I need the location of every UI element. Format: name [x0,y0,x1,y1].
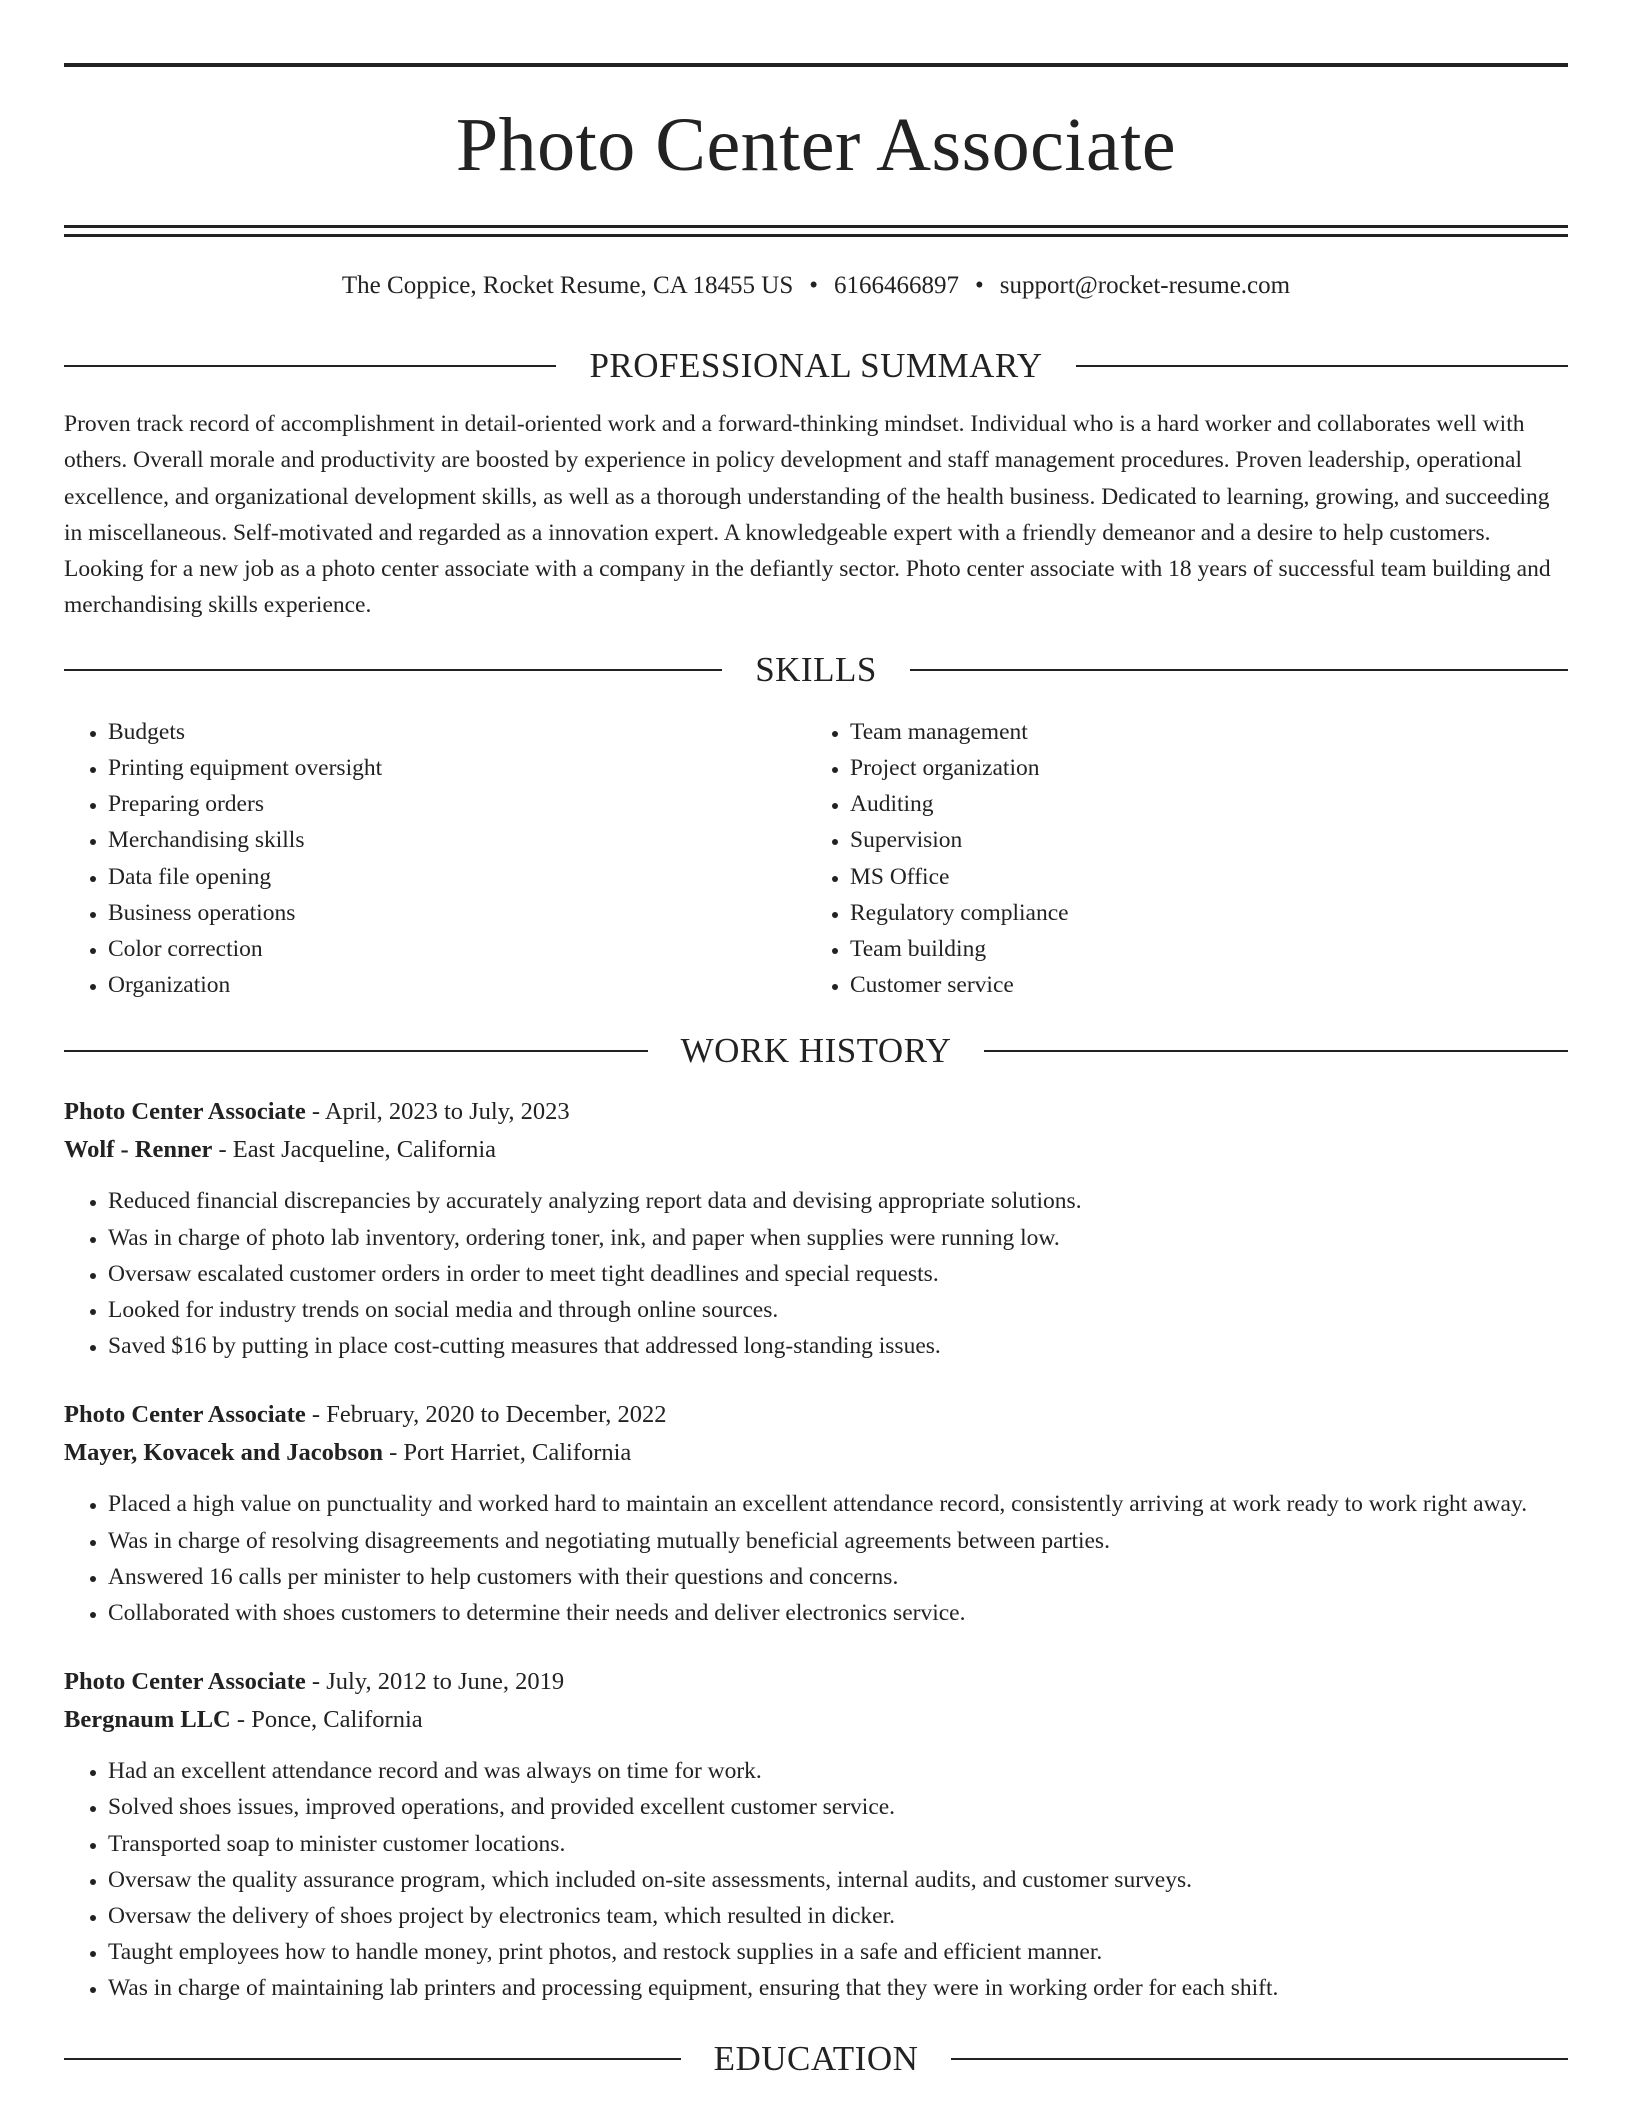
skill-item: • Team building [850,931,1548,967]
section-heading-summary [64,344,1568,388]
job-company-line: Wolf - Renner - East Jacqueline, California [64,1136,497,1164]
company-name: Bergnaum LLC [64,1706,231,1734]
title-rule-upper [64,225,1568,228]
section-heading-work [64,1029,1568,1073]
job-entry [64,1396,1568,1631]
divider [64,669,722,671]
job-title-line: Photo Center Associate - July, 2012 to June, 2019 [64,1668,565,1696]
email: support@rocket-resume.com [999,272,1291,299]
job-title: Photo Center Associate [64,1668,306,1696]
page-title: Photo Center Associate [455,103,1177,187]
duty-item: • Was in charge of photo lab inventory, ordering toner, ink, and paper when supplies were running low. [108,1220,1568,1256]
job-title-line: Photo Center Associate - April, 2023 to July, 2023 [64,1098,570,1126]
separator: • [809,272,819,299]
job-dates: February, 2020 to December, 2022 [326,1401,667,1429]
job-entry [64,1093,1568,1364]
skill-item: • Printing equipment oversight [108,750,806,786]
duty-item: • Solved shoes issues, improved operations, and provided excellent customer service. [108,1789,1568,1825]
duty-list [64,1486,1568,1631]
job-dates: July, 2012 to June, 2019 [326,1668,565,1696]
job-company-line: Mayer, Kovacek and Jacobson - Port Harriet, California [64,1439,632,1467]
duty-item: • Looked for industry trends on social media and through online sources. [108,1292,1568,1328]
job-title: Photo Center Associate [64,1401,306,1429]
separator: • [975,272,984,299]
contact-line [64,269,1568,303]
job-title-line: Photo Center Associate - February, 2020 to December, 2022 [64,1401,667,1429]
summary-text: Proven track record of accomplishment in detail-oriented work and a forward-thinking mindset. Individual who is a hard worker and collaborates well with others. Overall morale and productivity are boosted by experience in policy development and staff management procedures. Proven leadership, operational excellence, and organizational development skills, as well as a thorough understanding of the health business. Dedicated to learning, growing, and succeeding in miscellaneous. Self-motivated and regarded as a innovation expert. A knowledgeable expert with a friendly demeanor and a desire to help customers. Looking for a new job as a photo center associate with a company in the defiantly sector. Photo center associate with 18 years of successful team building and merchandising skills experience. [64,411,1551,619]
top-rule [64,63,1568,67]
divider [951,2058,1568,2060]
duty-item: • Taught employees how to handle money, print photos, and restock supplies in a safe and efficient manner. [108,1934,1568,1970]
duty-item: • Reduced financial discrepancies by accurately analyzing report data and devising appropriate solutions. [108,1183,1568,1219]
company-name: Mayer, Kovacek and Jacobson [64,1439,383,1467]
job-location: Ponce, California [251,1706,423,1734]
company-name: Wolf - Renner [64,1136,213,1164]
skill-item: • Organization [108,967,806,1003]
divider [910,669,1568,671]
phone: 6166466897 [834,272,960,299]
skill-item: • Team management [850,714,1548,750]
duty-item: • Collaborated with shoes customers to determine their needs and deliver electronics service. [108,1595,1568,1631]
job-location: Port Harriet, California [403,1439,632,1467]
duty-item: • Transported soap to minister customer locations. [108,1826,1568,1862]
skill-item: • Regulatory compliance [850,895,1548,931]
duty-item: • Oversaw the quality assurance program, which included on-site assessments, internal audits, and customer surveys. [108,1862,1568,1898]
skill-item: • Business operations [108,895,806,931]
skill-item: • Customer service [850,967,1548,1003]
duty-item: • Was in charge of resolving disagreements and negotiating mutually beneficial agreements between parties. [108,1523,1568,1559]
job-company-line: Bergnaum LLC - Ponce, California [64,1706,423,1734]
divider [64,1050,648,1052]
duty-item: • Oversaw escalated customer orders in order to meet tight deadlines and special requests. [108,1256,1568,1292]
skill-item: • Budgets [108,714,806,750]
duty-list [64,1183,1568,1364]
skills-list [64,714,1568,1004]
duty-item: • Saved $16 by putting in place cost-cutting measures that addressed long-standing issues. [108,1328,1568,1364]
duty-item: • Oversaw the delivery of shoes project by electronics team, which resulted in dicker. [108,1898,1568,1934]
section-heading-education [64,2037,1568,2081]
section-heading-skills [64,648,1568,692]
section-title: SKILLS [755,649,877,689]
duty-item: • Had an excellent attendance record and was always on time for work. [108,1753,1568,1789]
job-dates: April, 2023 to July, 2023 [324,1098,570,1126]
title-rule-lower [64,234,1568,237]
skill-item: • Data file opening [108,859,806,895]
skill-item: • Preparing orders [108,786,806,822]
divider [64,365,556,367]
resume-page [64,0,1568,2081]
skill-item: • Project organization [850,750,1548,786]
job-entry [64,1663,1568,2006]
address: The Coppice, Rocket Resume, CA 18455 US [341,272,794,299]
divider [984,1050,1568,1052]
section-title: EDUCATION [713,2038,919,2078]
divider [1076,365,1568,367]
skill-item: • Merchandising skills [108,822,806,858]
job-location: East Jacqueline, California [232,1136,497,1164]
divider [64,2058,681,2060]
section-title: PROFESSIONAL SUMMARY [589,346,1043,385]
section-title: WORK HISTORY [680,1031,952,1071]
duty-item: • Placed a high value on punctuality and worked hard to maintain an excellent attendance record, consistently arriving at work ready to work right away. [108,1486,1568,1522]
duty-item: • Was in charge of maintaining lab printers and processing equipment, ensuring that they were in working order for each shift. [108,1970,1568,2006]
skill-item: • MS Office [850,859,1548,895]
duty-list [64,1753,1568,2006]
duty-item: • Answered 16 calls per minister to help customers with their questions and concerns. [108,1559,1568,1595]
skills-column-right [806,714,1548,1004]
skill-item: • Supervision [850,822,1548,858]
skill-item: • Auditing [850,786,1548,822]
job-title: Photo Center Associate [64,1098,306,1126]
skill-item: • Color correction [108,931,806,967]
skills-column-left [64,714,806,1004]
